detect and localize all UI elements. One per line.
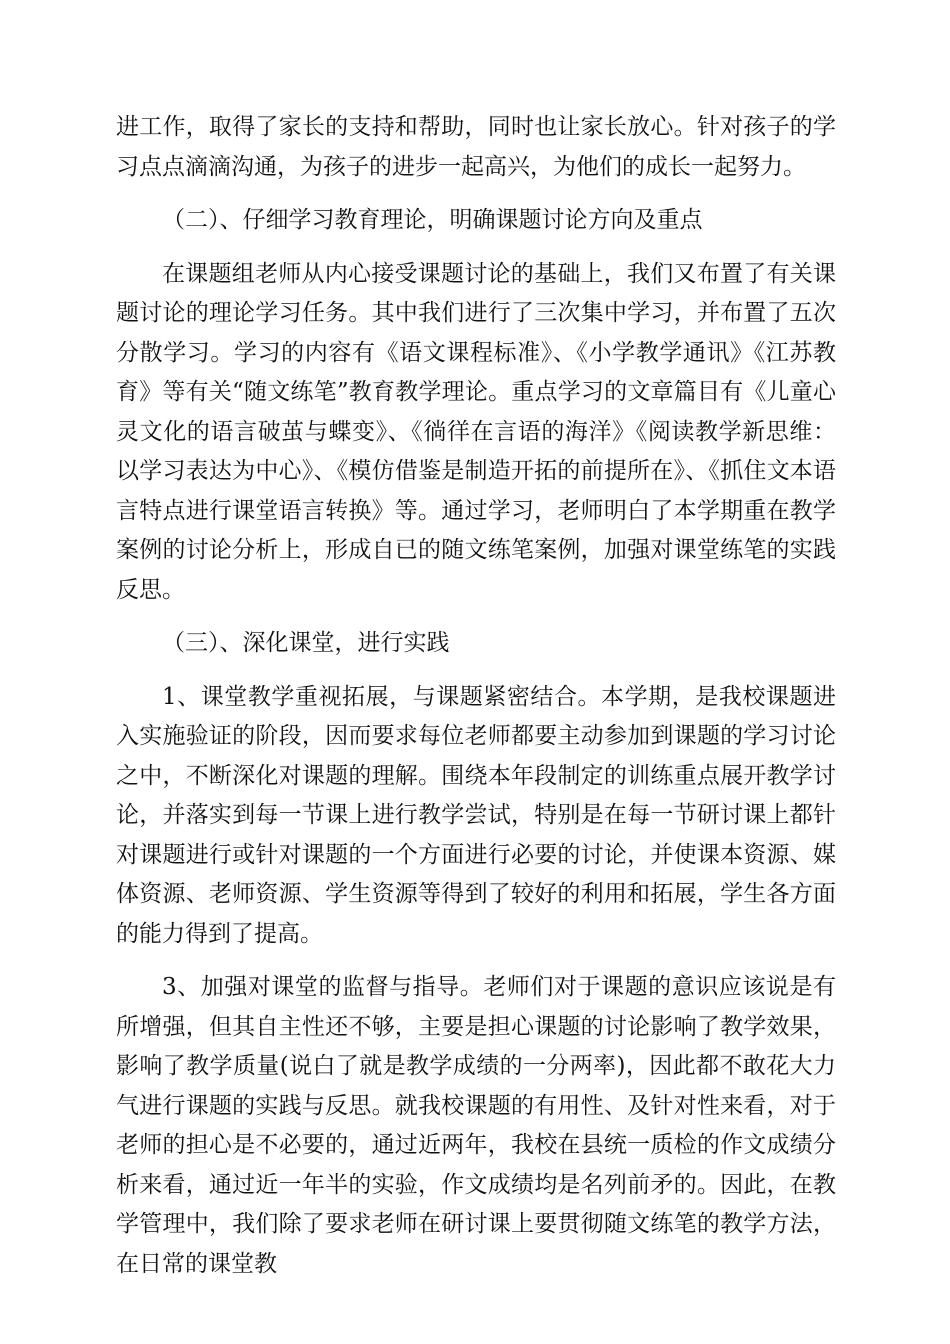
paragraph-supervision: 3、加强对课堂的监督与指导。老师们对于课题的意识应该说是有所增强，但其自主性还不够，主要是担心课题的讨论影响了教学效果，影响了教学质量(说白了就是教学成绩的一分两率)，因此都不敢花大力气进行课题的实践与反思。就我校课题的有用性、及针对性来看，对于老师的担心是不必要的，通过近两年，我校在县统一质检的作文成绩分析来看，通过近一年半的实验，作文成绩均是名列前矛的。因此，在教学管理中，我们除了要求老师在研讨课上要贯彻随文练笔的教学方法，在日常的课堂教 (116, 974, 836, 1277)
section-heading-2: （二）、仔细学习教育理论，明确课题讨论方向及重点 (162, 207, 703, 233)
paragraph-theory-study: 在课题组老师从内心接受课题讨论的基础上，我们又布置了有关课题讨论的理论学习任务。其中我们进行了三次集中学习，并布置了五次分散学习。学习的内容有《语文课程标准》、《小学教学通讯》《江苏教育》等有关“随文练笔”教育教学理论。重点学习的文章篇目有《儿童心灵文化的语言破茧与蝶变》、《徜徉在言语的海洋》《阅读教学新思维：以学习表达为中心》、《模仿借鉴是制造开拓的前提所在》、《抓住文本语言特点进行课堂语言转换》等。通过学习，老师明白了本学期重在教学案例的讨论分析上，形成自已的随文练笔案例，加强对课堂练笔的实践反思。 (116, 260, 836, 603)
paragraph-classroom-practice: 1、课堂教学重视拓展，与课题紧密结合。本学期，是我校课题进入实施验证的阶段，因而要求每位老师都要主动参加到课题的学习讨论之中，不断深化对课题的理解。围绕本年段制定的训练重点展开教学讨论，并落实到每一节课上进行教学尝试，特别是在每一节研讨课上都针对课题进行或针对课题的一个方面进行必要的讨论，并使课本资源、媒体资源、老师资源、学生资源等得到了较好的利用和拓展，学生各方面的能力得到了提高。 (116, 683, 836, 947)
section-heading-3: （三）、深化课堂，进行实践 (162, 630, 450, 656)
document-body (116, 108, 836, 1284)
paragraph-continuation: 进工作，取得了家长的支持和帮助，同时也让家长放心。针对孩子的学习点点滴滴沟通，为孩子的进步一起高兴，为他们的成长一起努力。 (116, 114, 836, 180)
